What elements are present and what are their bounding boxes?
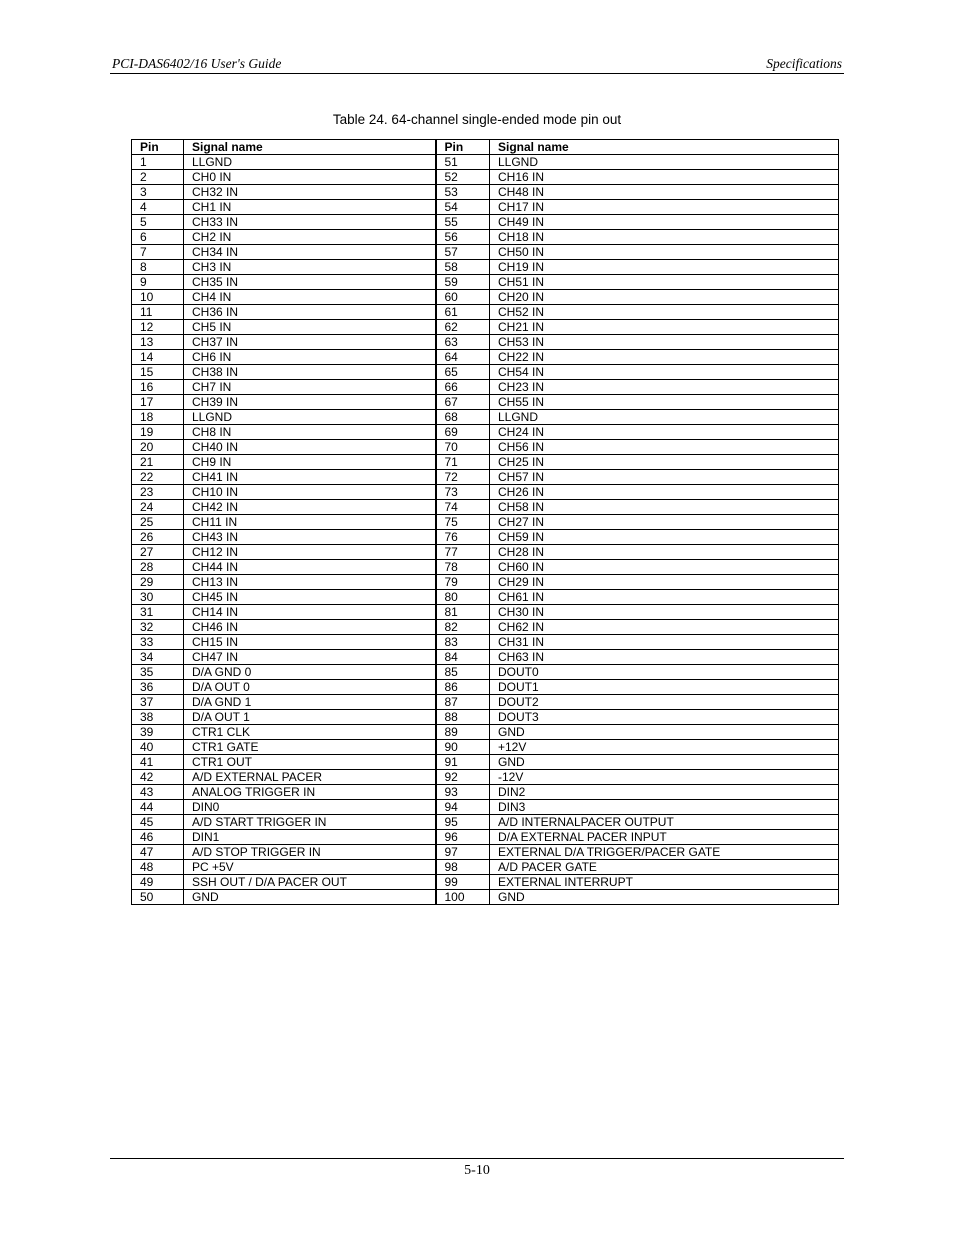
signal-name-cell: CH2 IN	[184, 230, 436, 245]
pin-cell: 43	[132, 785, 184, 800]
signal-name-cell: CH48 IN	[490, 185, 839, 200]
signal-name-cell: CH32 IN	[184, 185, 436, 200]
pin-cell: 66	[436, 380, 490, 395]
table-row	[132, 740, 839, 755]
pin-cell: 11	[132, 305, 184, 320]
table-row	[132, 770, 839, 785]
pin-cell: 39	[132, 725, 184, 740]
pin-cell: 76	[436, 530, 490, 545]
pin-cell: 85	[436, 665, 490, 680]
signal-name-cell: +12V	[490, 740, 839, 755]
signal-name-cell: DOUT2	[490, 695, 839, 710]
page-footer	[110, 1158, 844, 1179]
table-row	[132, 305, 839, 320]
table-row	[132, 620, 839, 635]
table-body	[132, 155, 839, 905]
signal-name-cell: CH41 IN	[184, 470, 436, 485]
pin-cell: 81	[436, 605, 490, 620]
pin-cell: 86	[436, 680, 490, 695]
signal-name-cell: LLGND	[490, 155, 839, 170]
signal-name-cell: CH11 IN	[184, 515, 436, 530]
pin-cell: 13	[132, 335, 184, 350]
pin-cell: 84	[436, 650, 490, 665]
signal-name-cell: A/D EXTERNAL PACER	[184, 770, 436, 785]
table-row	[132, 590, 839, 605]
table-row	[132, 695, 839, 710]
pin-cell: 90	[436, 740, 490, 755]
pin-cell: 100	[436, 890, 490, 905]
table-row	[132, 515, 839, 530]
table-row	[132, 320, 839, 335]
pin-cell: 32	[132, 620, 184, 635]
pin-cell: 35	[132, 665, 184, 680]
pin-cell: 37	[132, 695, 184, 710]
signal-name-cell: DOUT3	[490, 710, 839, 725]
pin-cell: 1	[132, 155, 184, 170]
table-row	[132, 470, 839, 485]
signal-name-cell: DOUT1	[490, 680, 839, 695]
pin-cell: 21	[132, 455, 184, 470]
table-row	[132, 530, 839, 545]
pin-cell: 67	[436, 395, 490, 410]
pin-cell: 80	[436, 590, 490, 605]
table-row	[132, 875, 839, 890]
signal-name-cell: CTR1 GATE	[184, 740, 436, 755]
signal-name-cell: DIN2	[490, 785, 839, 800]
pin-cell: 64	[436, 350, 490, 365]
signal-name-cell: CH6 IN	[184, 350, 436, 365]
signal-name-cell: CH18 IN	[490, 230, 839, 245]
signal-name-cell: D/A GND 1	[184, 695, 436, 710]
signal-name-cell: LLGND	[184, 155, 436, 170]
signal-name-cell: CH61 IN	[490, 590, 839, 605]
table-row	[132, 560, 839, 575]
table-row	[132, 185, 839, 200]
signal-name-cell: CH58 IN	[490, 500, 839, 515]
pin-cell: 9	[132, 275, 184, 290]
pin-cell: 56	[436, 230, 490, 245]
signal-name-cell: CH36 IN	[184, 305, 436, 320]
pin-cell: 22	[132, 470, 184, 485]
signal-name-cell: CH30 IN	[490, 605, 839, 620]
signal-name-cell: CTR1 OUT	[184, 755, 436, 770]
pin-cell: 28	[132, 560, 184, 575]
table-row	[132, 170, 839, 185]
signal-name-cell: CH60 IN	[490, 560, 839, 575]
signal-name-cell: GND	[490, 755, 839, 770]
signal-name-cell: CH57 IN	[490, 470, 839, 485]
pin-cell: 7	[132, 245, 184, 260]
table-row	[132, 650, 839, 665]
signal-name-cell: CH56 IN	[490, 440, 839, 455]
pin-cell: 23	[132, 485, 184, 500]
table-caption: Table 24. 64-channel single-ended mode pin out	[332, 112, 622, 127]
signal-name-cell: CH10 IN	[184, 485, 436, 500]
pin-cell: 95	[436, 815, 490, 830]
pin-cell: 6	[132, 230, 184, 245]
signal-name-cell: CH7 IN	[184, 380, 436, 395]
page-number: 5-10	[464, 1163, 490, 1178]
pin-cell: 77	[436, 545, 490, 560]
pin-cell: 30	[132, 590, 184, 605]
pin-cell: 42	[132, 770, 184, 785]
signal-name-cell: CH8 IN	[184, 425, 436, 440]
signal-name-cell: LLGND	[184, 410, 436, 425]
table-row	[132, 785, 839, 800]
signal-name-cell: CH5 IN	[184, 320, 436, 335]
pin-cell: 91	[436, 755, 490, 770]
pinout-table	[131, 139, 839, 905]
pin-cell: 36	[132, 680, 184, 695]
pin-cell: 14	[132, 350, 184, 365]
table-row	[132, 365, 839, 380]
column-header-pin: Pin	[436, 140, 490, 155]
signal-name-cell: CH28 IN	[490, 545, 839, 560]
pin-cell: 71	[436, 455, 490, 470]
signal-name-cell: DIN1	[184, 830, 436, 845]
table-row	[132, 230, 839, 245]
signal-name-cell: DOUT0	[490, 665, 839, 680]
signal-name-cell: D/A OUT 0	[184, 680, 436, 695]
signal-name-cell: CH63 IN	[490, 650, 839, 665]
pin-cell: 48	[132, 860, 184, 875]
table-row	[132, 335, 839, 350]
pin-cell: 45	[132, 815, 184, 830]
signal-name-cell: CH20 IN	[490, 290, 839, 305]
table-row	[132, 485, 839, 500]
pin-cell: 52	[436, 170, 490, 185]
pin-cell: 19	[132, 425, 184, 440]
table-row	[132, 800, 839, 815]
signal-name-cell: CH22 IN	[490, 350, 839, 365]
signal-name-cell: CH46 IN	[184, 620, 436, 635]
signal-name-cell: A/D STOP TRIGGER IN	[184, 845, 436, 860]
pin-cell: 57	[436, 245, 490, 260]
pin-cell: 53	[436, 185, 490, 200]
pin-cell: 41	[132, 755, 184, 770]
signal-name-cell: CTR1 CLK	[184, 725, 436, 740]
table-row	[132, 500, 839, 515]
signal-name-cell: CH3 IN	[184, 260, 436, 275]
pin-cell: 74	[436, 500, 490, 515]
pin-cell: 61	[436, 305, 490, 320]
signal-name-cell: CH45 IN	[184, 590, 436, 605]
signal-name-cell: CH14 IN	[184, 605, 436, 620]
pin-cell: 3	[132, 185, 184, 200]
signal-name-cell: CH0 IN	[184, 170, 436, 185]
pin-cell: 10	[132, 290, 184, 305]
table-row	[132, 605, 839, 620]
signal-name-cell: CH12 IN	[184, 545, 436, 560]
signal-name-cell: CH53 IN	[490, 335, 839, 350]
table-row	[132, 575, 839, 590]
signal-name-cell: CH43 IN	[184, 530, 436, 545]
signal-name-cell: CH47 IN	[184, 650, 436, 665]
pin-cell: 55	[436, 215, 490, 230]
signal-name-cell: CH39 IN	[184, 395, 436, 410]
table-row	[132, 350, 839, 365]
signal-name-cell: PC +5V	[184, 860, 436, 875]
signal-name-cell: CH21 IN	[490, 320, 839, 335]
table-row	[132, 635, 839, 650]
signal-name-cell: CH55 IN	[490, 395, 839, 410]
signal-name-cell: A/D INTERNALPACER OUTPUT	[490, 815, 839, 830]
signal-name-cell: EXTERNAL INTERRUPT	[490, 875, 839, 890]
signal-name-cell: GND	[490, 725, 839, 740]
pin-cell: 94	[436, 800, 490, 815]
pin-cell: 92	[436, 770, 490, 785]
signal-name-cell: CH19 IN	[490, 260, 839, 275]
table-row	[132, 440, 839, 455]
pin-cell: 44	[132, 800, 184, 815]
pin-cell: 83	[436, 635, 490, 650]
pin-cell: 72	[436, 470, 490, 485]
pin-cell: 97	[436, 845, 490, 860]
pin-cell: 4	[132, 200, 184, 215]
column-header-signal-name: Signal name	[490, 140, 839, 155]
pin-cell: 78	[436, 560, 490, 575]
signal-name-cell: CH26 IN	[490, 485, 839, 500]
pin-cell: 8	[132, 260, 184, 275]
pin-cell: 33	[132, 635, 184, 650]
table-row	[132, 845, 839, 860]
pin-cell: 12	[132, 320, 184, 335]
pin-cell: 70	[436, 440, 490, 455]
table-row	[132, 395, 839, 410]
table-row	[132, 380, 839, 395]
pin-cell: 27	[132, 545, 184, 560]
signal-name-cell: CH24 IN	[490, 425, 839, 440]
pin-cell: 60	[436, 290, 490, 305]
pin-cell: 15	[132, 365, 184, 380]
pin-cell: 29	[132, 575, 184, 590]
pin-cell: 38	[132, 710, 184, 725]
signal-name-cell: CH17 IN	[490, 200, 839, 215]
table-row	[132, 710, 839, 725]
pin-cell: 49	[132, 875, 184, 890]
signal-name-cell: GND	[490, 890, 839, 905]
signal-name-cell: CH31 IN	[490, 635, 839, 650]
signal-name-cell: CH42 IN	[184, 500, 436, 515]
pin-cell: 63	[436, 335, 490, 350]
table-row	[132, 680, 839, 695]
signal-name-cell: CH44 IN	[184, 560, 436, 575]
signal-name-cell: CH16 IN	[490, 170, 839, 185]
pin-cell: 24	[132, 500, 184, 515]
pin-cell: 17	[132, 395, 184, 410]
signal-name-cell: CH13 IN	[184, 575, 436, 590]
pin-cell: 68	[436, 410, 490, 425]
pin-cell: 96	[436, 830, 490, 845]
pin-cell: 18	[132, 410, 184, 425]
signal-name-cell: CH62 IN	[490, 620, 839, 635]
pin-cell: 46	[132, 830, 184, 845]
pin-cell: 26	[132, 530, 184, 545]
pin-cell: 82	[436, 620, 490, 635]
signal-name-cell: DIN0	[184, 800, 436, 815]
pin-cell: 65	[436, 365, 490, 380]
signal-name-cell: GND	[184, 890, 436, 905]
signal-name-cell: CH33 IN	[184, 215, 436, 230]
pin-cell: 34	[132, 650, 184, 665]
signal-name-cell: DIN3	[490, 800, 839, 815]
pin-cell: 5	[132, 215, 184, 230]
pin-cell: 58	[436, 260, 490, 275]
pin-cell: 54	[436, 200, 490, 215]
pin-cell: 62	[436, 320, 490, 335]
pin-cell: 89	[436, 725, 490, 740]
pin-cell: 75	[436, 515, 490, 530]
pin-cell: 51	[436, 155, 490, 170]
signal-name-cell: CH40 IN	[184, 440, 436, 455]
table-row	[132, 200, 839, 215]
pin-cell: 79	[436, 575, 490, 590]
signal-name-cell: CH1 IN	[184, 200, 436, 215]
pin-cell: 20	[132, 440, 184, 455]
pin-cell: 47	[132, 845, 184, 860]
signal-name-cell: D/A OUT 1	[184, 710, 436, 725]
signal-name-cell: CH49 IN	[490, 215, 839, 230]
signal-name-cell: -12V	[490, 770, 839, 785]
signal-name-cell: CH38 IN	[184, 365, 436, 380]
signal-name-cell: CH52 IN	[490, 305, 839, 320]
signal-name-cell: CH23 IN	[490, 380, 839, 395]
pin-cell: 99	[436, 875, 490, 890]
signal-name-cell: CH29 IN	[490, 575, 839, 590]
pin-cell: 59	[436, 275, 490, 290]
table-row	[132, 155, 839, 170]
pin-cell: 87	[436, 695, 490, 710]
table-row	[132, 455, 839, 470]
table-row	[132, 755, 839, 770]
signal-name-cell: CH9 IN	[184, 455, 436, 470]
signal-name-cell: LLGND	[490, 410, 839, 425]
signal-name-cell: A/D PACER GATE	[490, 860, 839, 875]
signal-name-cell: CH4 IN	[184, 290, 436, 305]
pin-cell: 25	[132, 515, 184, 530]
signal-name-cell: CH50 IN	[490, 245, 839, 260]
column-header-signal-name: Signal name	[184, 140, 436, 155]
table-row	[132, 425, 839, 440]
signal-name-cell: CH27 IN	[490, 515, 839, 530]
table-row	[132, 725, 839, 740]
pin-cell: 88	[436, 710, 490, 725]
pin-cell: 31	[132, 605, 184, 620]
signal-name-cell: CH59 IN	[490, 530, 839, 545]
pin-cell: 50	[132, 890, 184, 905]
table-row	[132, 890, 839, 905]
table-row	[132, 545, 839, 560]
table-row	[132, 245, 839, 260]
table-row	[132, 830, 839, 845]
signal-name-cell: CH54 IN	[490, 365, 839, 380]
pin-cell: 98	[436, 860, 490, 875]
signal-name-cell: D/A EXTERNAL PACER INPUT	[490, 830, 839, 845]
table-row	[132, 275, 839, 290]
signal-name-cell: D/A GND 0	[184, 665, 436, 680]
pin-cell: 73	[436, 485, 490, 500]
table-row	[132, 860, 839, 875]
signal-name-cell: A/D START TRIGGER IN	[184, 815, 436, 830]
pin-cell: 16	[132, 380, 184, 395]
signal-name-cell: EXTERNAL D/A TRIGGER/PACER GATE	[490, 845, 839, 860]
signal-name-cell: ANALOG TRIGGER IN	[184, 785, 436, 800]
signal-name-cell: CH37 IN	[184, 335, 436, 350]
signal-name-cell: CH15 IN	[184, 635, 436, 650]
table-row	[132, 260, 839, 275]
table-row	[132, 665, 839, 680]
signal-name-cell: SSH OUT / D/A PACER OUT	[184, 875, 436, 890]
document-title: PCI-DAS6402/16 User's Guide	[112, 56, 282, 71]
signal-name-cell: CH25 IN	[490, 455, 839, 470]
table-row	[132, 290, 839, 305]
table-row	[132, 215, 839, 230]
page-header	[110, 55, 844, 74]
table-row	[132, 815, 839, 830]
pin-cell: 2	[132, 170, 184, 185]
signal-name-cell: CH34 IN	[184, 245, 436, 260]
section-title: Specifications	[766, 56, 842, 71]
signal-name-cell: CH35 IN	[184, 275, 436, 290]
pin-cell: 69	[436, 425, 490, 440]
pin-cell: 40	[132, 740, 184, 755]
table-header-row	[132, 140, 839, 155]
table-row	[132, 410, 839, 425]
pin-cell: 93	[436, 785, 490, 800]
signal-name-cell: CH51 IN	[490, 275, 839, 290]
column-header-pin: Pin	[132, 140, 184, 155]
